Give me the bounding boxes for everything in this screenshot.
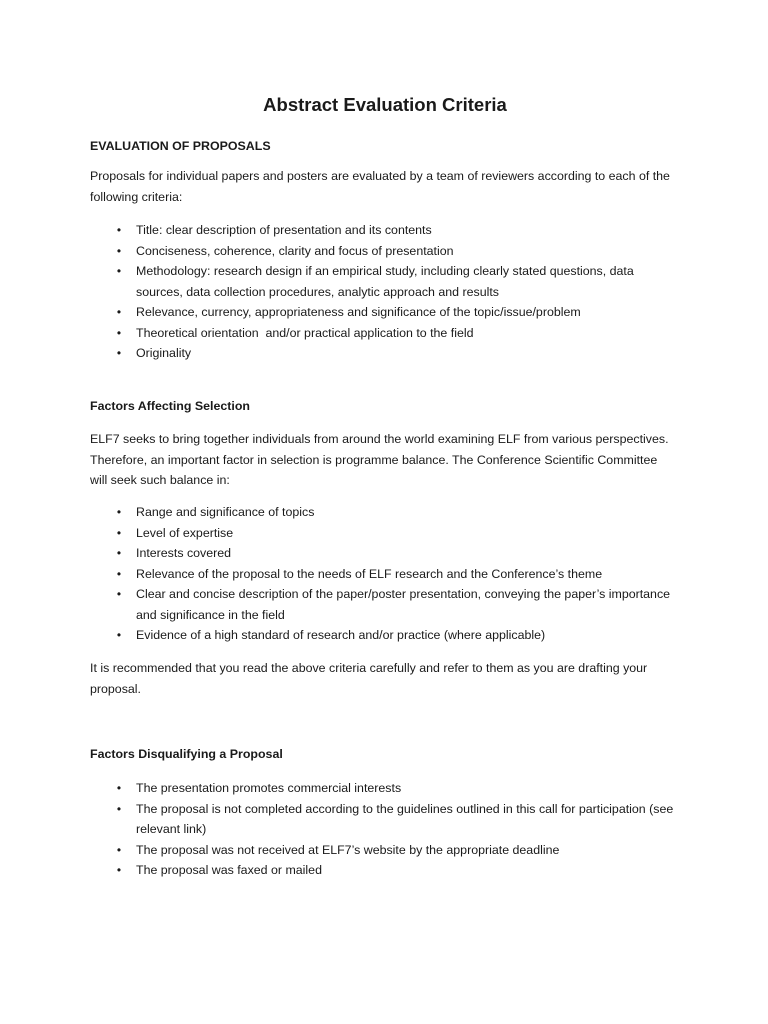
document-title: Abstract Evaluation Criteria xyxy=(263,94,507,115)
list-item xyxy=(90,564,675,585)
list-item xyxy=(90,502,675,523)
bullet-icon: • xyxy=(116,525,122,540)
bullet-icon: • xyxy=(116,264,122,278)
list-item xyxy=(90,840,675,861)
section-heading-disqualifying-factors: Factors Disqualifying a Proposal xyxy=(90,747,283,761)
list-item-text: Methodology: research design if an empirical study, including clearly stated questions, data sources, data collection procedures, analytic approach and results xyxy=(136,264,634,299)
list-item xyxy=(90,323,675,344)
list-item xyxy=(90,799,675,840)
evaluation-intro-paragraph: Proposals for individual papers and posters are evaluated by a team of reviewers according to each of the following criteria: xyxy=(90,169,670,204)
list-item-text: Conciseness, coherence, clarity and focus of presentation xyxy=(136,243,454,258)
list-item xyxy=(90,778,675,799)
list-item xyxy=(90,543,675,564)
bullet-icon: • xyxy=(116,781,122,795)
bullet-icon: • xyxy=(116,243,122,258)
list-item-text: Level of expertise xyxy=(136,525,234,540)
list-item xyxy=(90,220,675,241)
disqualifying-factors-list xyxy=(90,778,675,881)
list-item-text: Relevance of the proposal to the needs of ELF research and the Conference’s theme xyxy=(136,566,603,581)
section-heading-evaluation: EVALUATION OF PROPOSALS xyxy=(90,139,271,153)
bullet-icon: • xyxy=(116,842,122,857)
list-item xyxy=(90,261,675,302)
list-item-text: Theoretical orientation and/or practical application to the field xyxy=(136,325,474,340)
bullet-icon: • xyxy=(116,223,122,237)
list-item-text: The proposal was faxed or mailed xyxy=(136,863,322,877)
list-item xyxy=(90,523,675,544)
list-item-text: Clear and concise description of the paper/poster presentation, conveying the paper’s importance and significance in the field xyxy=(136,587,671,622)
list-item xyxy=(90,625,675,646)
list-item xyxy=(90,302,675,323)
section-heading-selection-factors: Factors Affecting Selection xyxy=(90,399,250,413)
list-item xyxy=(90,241,675,262)
list-item-text: Originality xyxy=(136,346,192,360)
selection-intro-paragraph: ELF7 seeks to bring together individuals from around the world examining ELF from various perspectives. Therefore, an important factor in selection is programme balance. The Conference Scientific Committee will seek such balance in: xyxy=(90,432,669,487)
recommendation-paragraph: It is recommended that you read the above criteria carefully and refer to them as you are drafting your proposal. xyxy=(90,661,648,696)
bullet-icon: • xyxy=(116,546,122,560)
list-item-text: Interests covered xyxy=(136,546,232,560)
bullet-icon: • xyxy=(116,628,122,642)
bullet-icon: • xyxy=(116,566,122,581)
bullet-icon: • xyxy=(116,863,122,877)
list-item-text: The presentation promotes commercial interests xyxy=(136,781,402,795)
list-item xyxy=(90,343,675,364)
list-item-text: Range and significance of topics xyxy=(136,505,315,519)
bullet-icon: • xyxy=(116,346,122,360)
bullet-icon: • xyxy=(116,325,122,340)
bullet-icon: • xyxy=(116,305,122,319)
list-item-text: The proposal was not received at ELF7’s website by the appropriate deadline xyxy=(136,842,560,857)
list-item xyxy=(90,584,675,625)
list-item-text: Title: clear description of presentation and its contents xyxy=(136,223,432,237)
list-item-text: Relevance, currency, appropriateness and significance of the topic/issue/problem xyxy=(136,305,581,319)
bullet-icon: • xyxy=(116,587,122,601)
evaluation-criteria-list xyxy=(90,220,675,364)
list-item-text: The proposal is not completed according to the guidelines outlined in this call for participation (see relevant link) xyxy=(136,801,674,836)
bullet-icon: • xyxy=(116,801,122,816)
list-item-text: Evidence of a high standard of research and/or practice (where applicable) xyxy=(136,628,546,642)
bullet-icon: • xyxy=(116,505,122,519)
selection-factors-list xyxy=(90,502,675,646)
list-item xyxy=(90,860,675,881)
